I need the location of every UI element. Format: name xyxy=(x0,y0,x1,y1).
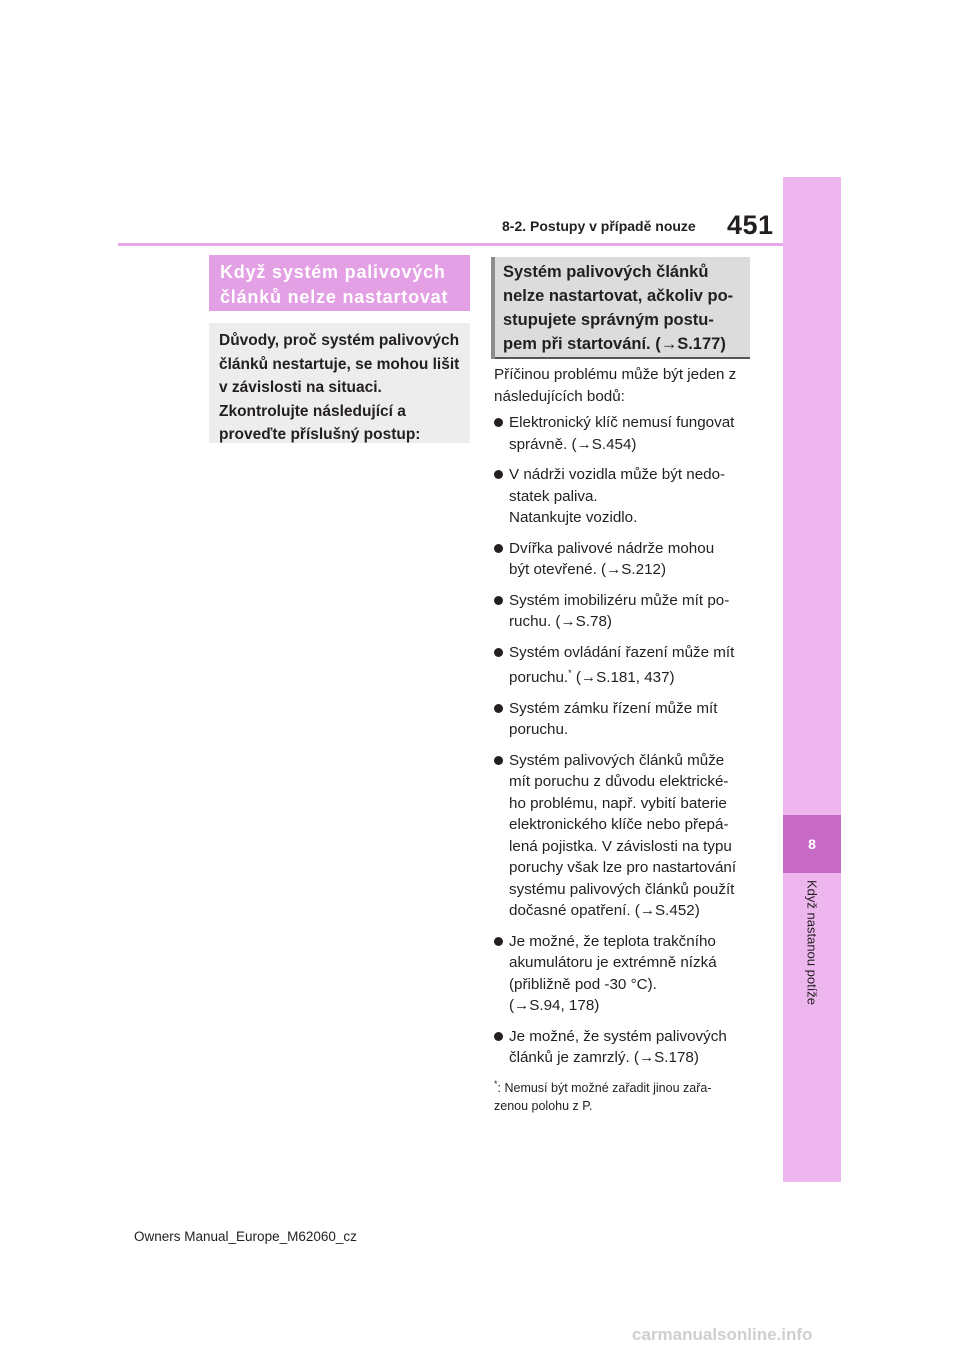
footnote-text: : Nemusí být možné zařadit jinou zařa- zenou polohu z P. xyxy=(494,1080,712,1113)
right-content xyxy=(494,364,756,1115)
left-info-box: Důvody, proč systém palivových článků nestartuje, se mohou lišit v závislosti na situaci. Zkontrolujte následující a proveďte příslušný postup: xyxy=(209,323,470,443)
chapter-label xyxy=(783,880,841,1040)
bullet-icon xyxy=(494,648,503,657)
list-item xyxy=(494,642,756,689)
list-item-text: Systém zámku řízení může mít poruchu. xyxy=(509,699,718,739)
bullet-icon xyxy=(494,418,503,427)
chapter-label-text: Když nastanou potíže xyxy=(804,880,820,1006)
bullet-icon xyxy=(494,544,503,553)
list-item-text: Systém imobilizéru může mít po- ruchu. (→S.78) xyxy=(509,591,730,630)
header-rule xyxy=(118,243,784,246)
bullet-icon xyxy=(494,704,503,713)
left-section-title: Když systém palivových článků nelze nastartovat xyxy=(209,255,470,311)
intro-text: Příčinou problému může být jeden z následujících bodů: xyxy=(494,366,737,405)
right-title-line: stupujete správným postu- xyxy=(503,311,714,329)
list-item-text: V nádrži vozidla může být nedo- statek paliva. Natankujte vozidlo. xyxy=(509,466,726,526)
right-title-line: Systém palivových článků xyxy=(503,263,709,281)
list-item-text: Je možné, že teplota trakčního akumulátoru je extrémně nízká (přibližně pod -30 °C). (→S.94, 178) xyxy=(509,932,717,1015)
list-item xyxy=(494,412,756,455)
bullet-icon xyxy=(494,596,503,605)
footnote xyxy=(494,1075,756,1115)
list-item-text: Dvířka palivové nádrže mohou být otevřené. (→S.212) xyxy=(509,539,715,578)
section-header: 8-2. Postupy v případě nouze xyxy=(502,218,696,234)
list-item xyxy=(494,750,756,922)
bullet-icon xyxy=(494,470,503,479)
bullet-icon xyxy=(494,756,503,765)
list-item-text: Je možné, že systém palivových článků je zamrzlý. (→S.178) xyxy=(509,1027,727,1067)
list-item xyxy=(494,464,756,529)
bullet-icon xyxy=(494,937,503,946)
watermark: carmanualsonline.info xyxy=(632,1325,813,1344)
list-item xyxy=(494,931,756,1017)
bullet-icon xyxy=(494,1032,503,1041)
right-title-line: nelze nastartovat, ačkoliv po- xyxy=(503,287,734,305)
list-item xyxy=(494,1026,756,1069)
footnote-mark: * xyxy=(494,1078,498,1089)
list-item-text: Elektronický klíč nemusí fungovat správně. (→S.454) xyxy=(509,414,735,453)
list-item-ref: (→S.181, 437) xyxy=(571,669,675,687)
footnote-reference: * xyxy=(568,668,572,678)
list-item xyxy=(494,590,756,633)
list-item xyxy=(494,698,756,741)
list-item xyxy=(494,538,756,581)
chapter-number-tab: 8 xyxy=(783,815,841,873)
list-item-text: Systém palivových článků může mít poruchu z důvodu elektrické- ho problému, např. vybití baterie elektronického klíče nebo přepá- lená pojistka. V závislosti na typu poruchy však lze pro nastartování systému palivových článků použít dočasné opatření. (→S.452) xyxy=(509,751,737,920)
list-item-text: Systém ovládání řazení může mít poruchu. xyxy=(509,643,735,687)
page-number: 451 xyxy=(727,210,774,240)
footer-manual-id: Owners Manual_Europe_M62060_cz xyxy=(134,1229,357,1244)
right-subsection-title xyxy=(491,257,750,359)
right-title-line: pem při startování. (→S.177) xyxy=(503,335,726,353)
title-underline xyxy=(495,357,750,359)
